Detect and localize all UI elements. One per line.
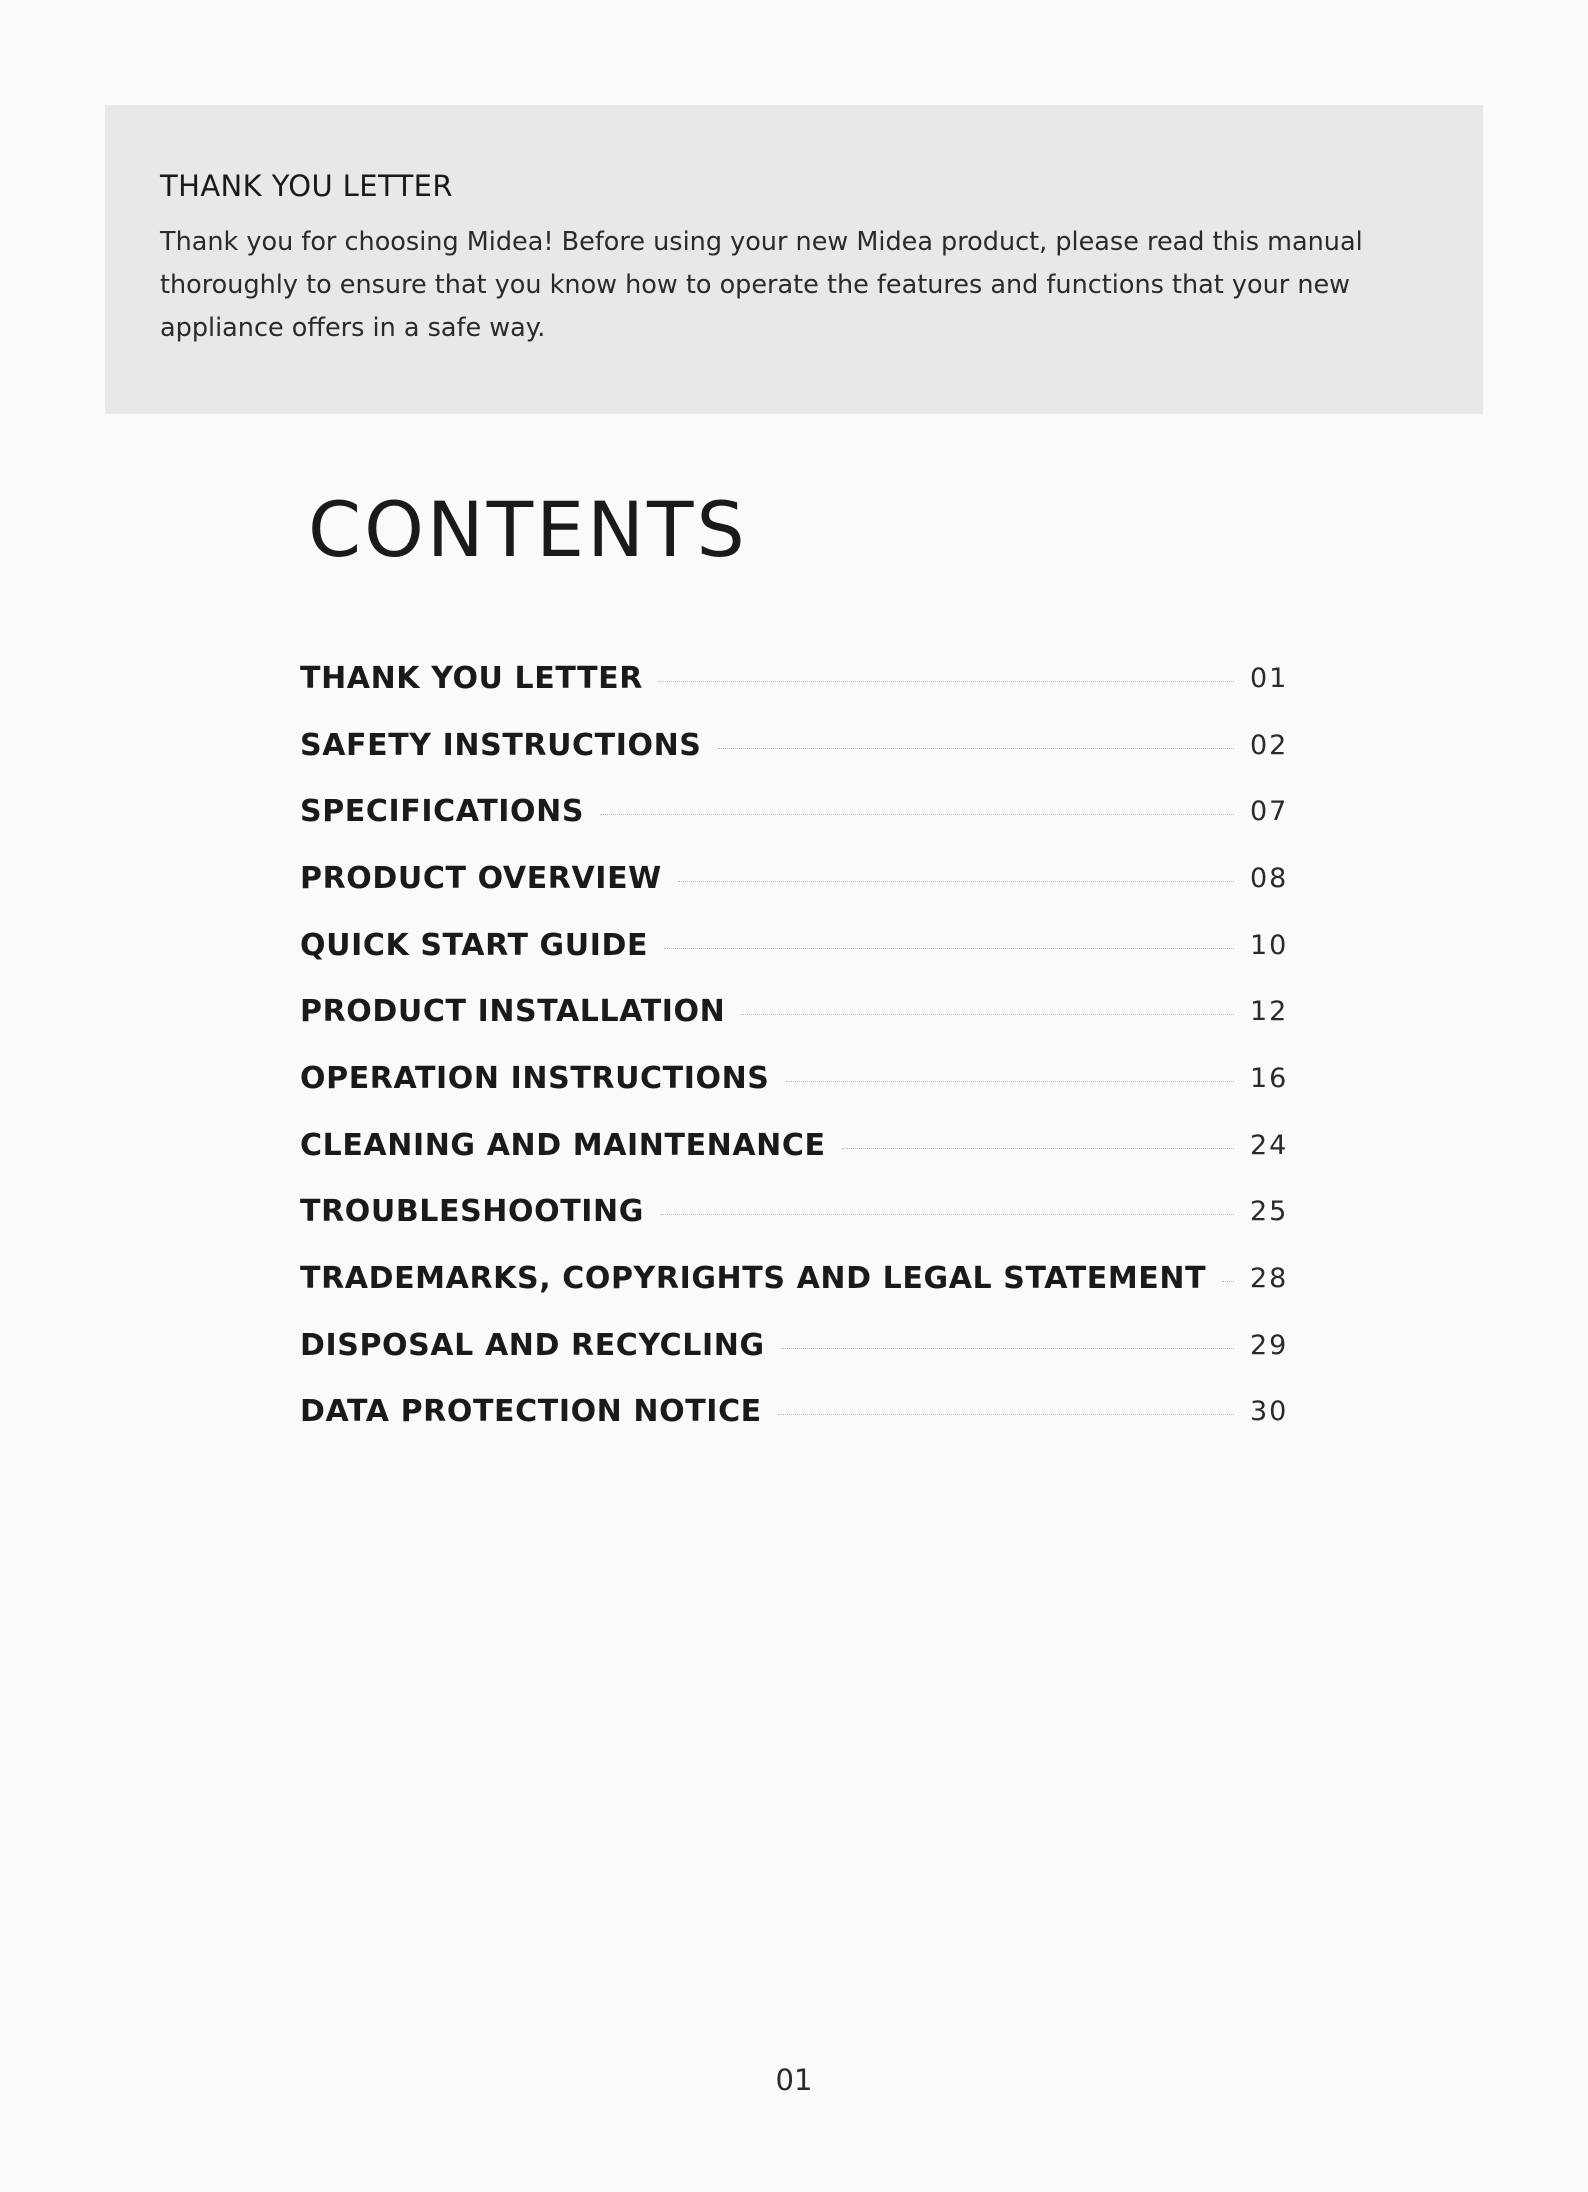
toc-item-page: 10: [1250, 929, 1289, 961]
toc-item[interactable]: [300, 912, 1300, 979]
toc-dot-leader: [842, 1148, 1234, 1149]
toc-item[interactable]: [300, 1245, 1300, 1312]
toc-item-label: SPECIFICATIONS: [300, 794, 585, 830]
toc-dot-leader: [660, 1214, 1234, 1215]
toc-item-page: 24: [1250, 1129, 1289, 1161]
letter-title: THANK YOU LETTER: [160, 169, 453, 203]
toc-item-label: DISPOSAL AND RECYCLING: [300, 1327, 765, 1363]
page-number: 01: [775, 2063, 813, 2097]
toc-item-label: SAFETY INSTRUCTIONS: [300, 727, 702, 763]
toc-item-page: 25: [1250, 1196, 1289, 1228]
table-of-contents: [300, 645, 1300, 1445]
toc-item-page: 29: [1250, 1329, 1289, 1361]
toc-item-label: PRODUCT OVERVIEW: [300, 860, 662, 896]
toc-item-label: TRADEMARKS, COPYRIGHTS AND LEGAL STATEMENT: [300, 1261, 1207, 1297]
toc-item-label: QUICK START GUIDE: [300, 927, 649, 963]
toc-item-label: OPERATION INSTRUCTIONS: [300, 1060, 770, 1096]
toc-item-label: DATA PROTECTION NOTICE: [300, 1394, 762, 1430]
toc-item[interactable]: [300, 1045, 1300, 1112]
toc-item-label: TROUBLESHOOTING: [300, 1194, 644, 1230]
toc-item-page: 28: [1250, 1263, 1289, 1295]
toc-item-label: CLEANING AND MAINTENANCE: [300, 1127, 826, 1163]
toc-dot-leader: [678, 881, 1234, 882]
toc-dot-leader: [659, 681, 1234, 682]
toc-item[interactable]: [300, 1379, 1300, 1446]
contents-heading: CONTENTS: [308, 485, 748, 574]
toc-dot-leader: [786, 1081, 1234, 1082]
toc-item[interactable]: [300, 645, 1300, 712]
toc-dot-leader: [778, 1414, 1234, 1415]
toc-item[interactable]: [300, 845, 1300, 912]
toc-item-label: THANK YOU LETTER: [300, 660, 643, 696]
toc-item[interactable]: [300, 1112, 1300, 1179]
toc-item[interactable]: [300, 712, 1300, 779]
toc-item-label: PRODUCT INSTALLATION: [300, 994, 726, 1030]
toc-item-page: 16: [1250, 1062, 1289, 1094]
toc-item[interactable]: [300, 1179, 1300, 1246]
toc-item[interactable]: [300, 978, 1300, 1045]
toc-item-page: 12: [1250, 996, 1289, 1028]
thank-you-letter-box: [105, 105, 1483, 414]
toc-dot-leader: [718, 748, 1234, 749]
toc-dot-leader: [1222, 1281, 1234, 1282]
toc-dot-leader: [664, 948, 1234, 949]
toc-dot-leader: [781, 1348, 1234, 1349]
toc-item[interactable]: [300, 1312, 1300, 1379]
toc-item-page: 01: [1250, 662, 1289, 694]
toc-item[interactable]: [300, 778, 1300, 845]
toc-item-page: 07: [1250, 796, 1289, 828]
toc-item-page: 08: [1250, 862, 1289, 894]
toc-dot-leader: [600, 814, 1234, 815]
toc-item-page: 30: [1250, 1396, 1289, 1428]
toc-dot-leader: [741, 1014, 1234, 1015]
toc-item-page: 02: [1250, 729, 1289, 761]
letter-body: Thank you for choosing Midea! Before using your new Midea product, please read this manual thoroughly to ensure that you know how to operate the features and functions that your new appliance offers in a safe way.: [160, 227, 1363, 343]
